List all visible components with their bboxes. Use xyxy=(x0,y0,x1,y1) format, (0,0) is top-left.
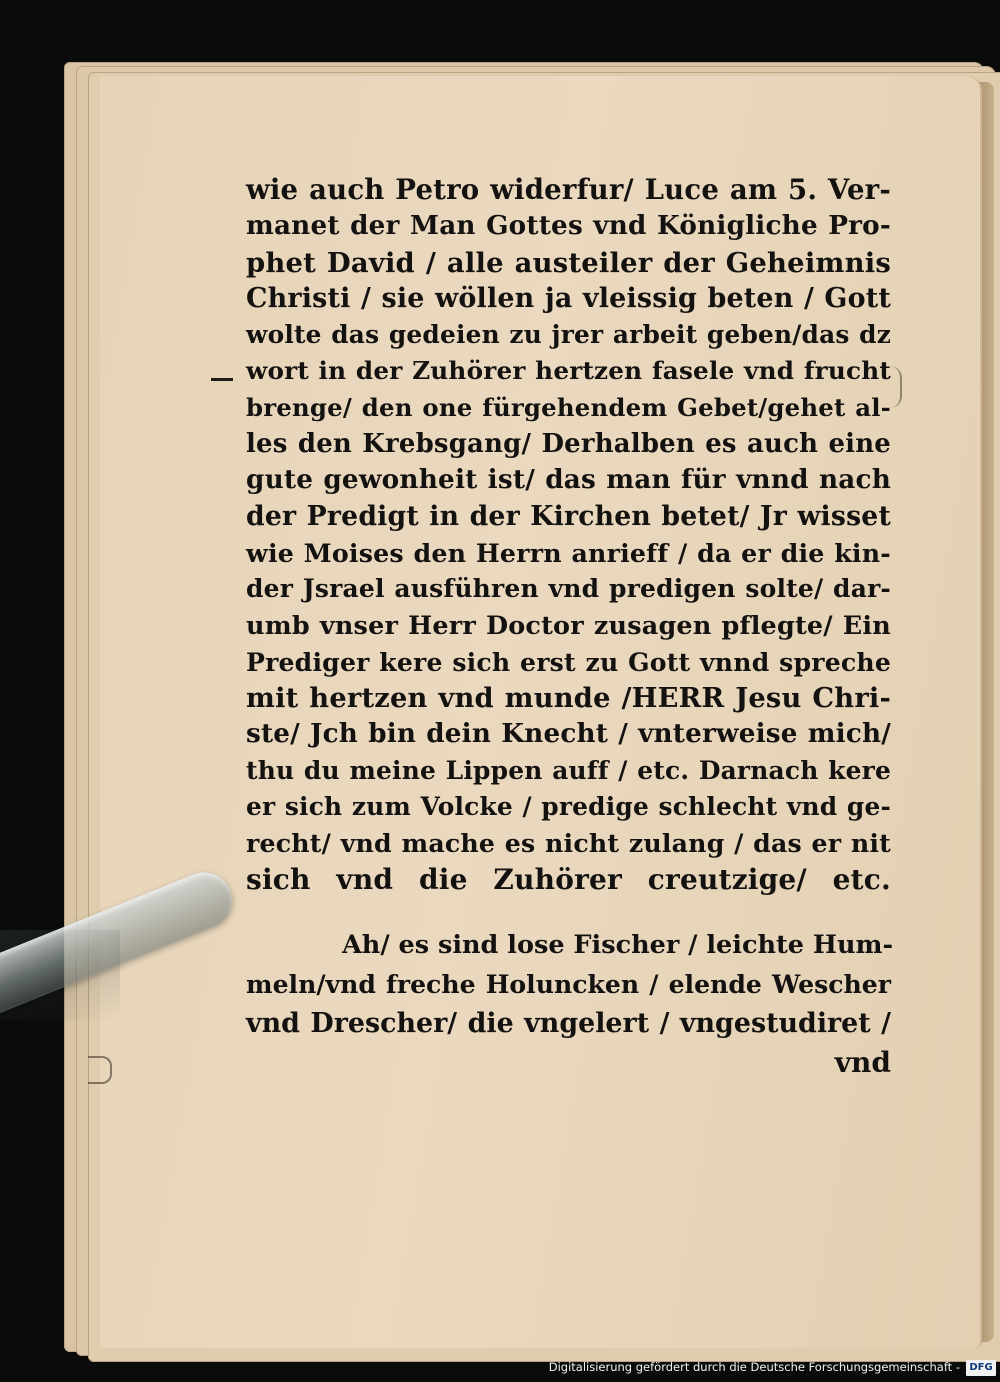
text-line: wolte das gedeien zu jrer arbeit geben/das dz xyxy=(246,320,891,350)
text-line: der Predigt in der Kirchen betet/ Jr wisset xyxy=(246,500,891,532)
text-line: Christi / sie wöllen ja vleissig beten / Gott xyxy=(246,282,891,314)
text-line: ste/ Jch bin dein Knecht / vnterweise mich/ xyxy=(246,718,891,750)
text-line: wort in der Zuhörer hertzen fasele vnd frucht xyxy=(246,356,891,386)
margin-dash-mark xyxy=(211,378,233,381)
text-line: Prediger kere sich erst zu Gott vnnd spreche xyxy=(246,646,891,677)
binding-thread-mark xyxy=(88,1056,112,1084)
text-line: manet der Man Gottes vnd Königliche Pro- xyxy=(246,210,891,242)
text-line: umb vnser Herr Doctor zusagen pflegte/ Ein xyxy=(246,610,891,641)
text-line: gute gewonheit ist/ das man für vnnd nach xyxy=(246,464,891,496)
text-line: Ah/ es sind lose Fischer / leichte Hum- xyxy=(342,930,894,960)
text-line: brenge/ den one fürgehendem Gebet/gehet al- xyxy=(246,392,891,422)
text-line: der Jsrael ausführen vnd predigen solte/ dar- xyxy=(246,574,891,604)
catchword: vnd xyxy=(834,1046,891,1079)
digitization-credit: Digitalisierung gefördert durch die Deutsche Forschungsgemeinschaft - xyxy=(548,1360,960,1374)
text-line: les den Krebsgang/ Derhalben es auch eine xyxy=(246,429,891,460)
text-line: sich vnd die Zuhörer creutzige/ etc. xyxy=(246,862,891,896)
text-line: vnd Drescher/ die vngelert / vngestudiret / xyxy=(246,1008,891,1039)
text-line: wie auch Petro widerfur/ Luce am 5. Ver- xyxy=(246,174,891,206)
text-line: er sich zum Volcke / predige schlecht vnd ge- xyxy=(246,792,891,822)
text-line: wie Moises den Herrn anrieff / da er die kin- xyxy=(246,537,891,568)
text-line: thu du meine Lippen auff / etc. Darnach kere xyxy=(246,755,891,785)
text-line: phet David / alle austeiler der Geheimnis xyxy=(246,246,891,279)
text-line: meln/vnd freche Holuncken / elende Wescher xyxy=(246,969,891,999)
text-line: mit hertzen vnd munde /HERR Jesu Chri- xyxy=(246,682,891,715)
margin-bracket-mark xyxy=(890,366,902,408)
bleed-through-3 xyxy=(300,1094,313,1134)
main-text-paragraph-2 xyxy=(246,926,894,1082)
text-line: recht/ vnd mache es nicht zulang / das er nit xyxy=(246,828,891,859)
dfg-logo: DFG xyxy=(966,1360,996,1376)
main-text-paragraph-1 xyxy=(246,172,891,898)
page-edge-right xyxy=(978,82,994,1342)
